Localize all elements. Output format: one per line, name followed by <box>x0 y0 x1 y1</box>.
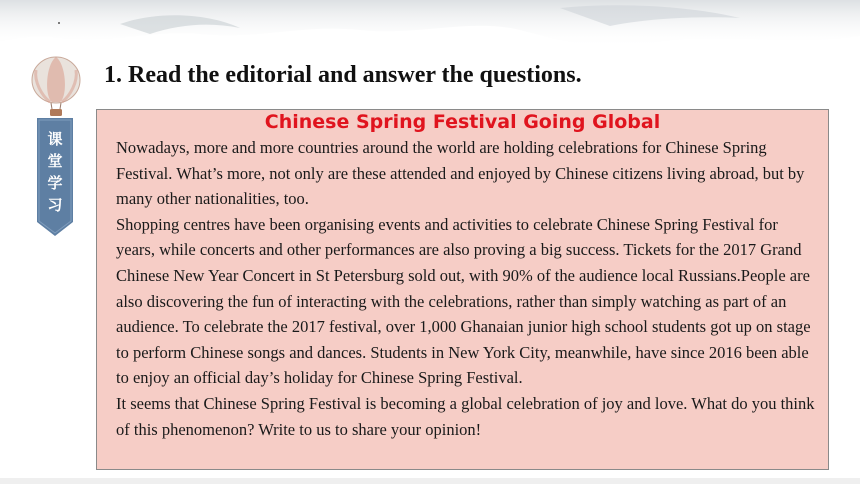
editorial-paragraph: Nowadays, more and more countries around the world are holding celebrations for Chinese Spring Festival. What’s more, not only are these attended and enjoyed by Chinese citizens living abroad, but by many other nationalities, too. <box>116 138 805 209</box>
section-label <box>37 128 73 216</box>
section-label-char: 课 <box>47 130 63 148</box>
editorial-body <box>116 135 818 442</box>
decorative-dot <box>58 22 60 24</box>
editorial-title: Chinese Spring Festival Going Global <box>264 111 661 133</box>
section-label-char: 学 <box>47 174 63 192</box>
hot-air-balloon-icon <box>28 56 84 118</box>
editorial-panel <box>96 109 829 470</box>
ink-wash-background <box>0 0 860 110</box>
page-title: 1. Read the editorial and answer the questions. <box>104 62 582 88</box>
bottom-bar <box>0 478 860 484</box>
editorial-paragraph: Shopping centres have been organising events and activities to celebrate Chinese Spring Festival for years, while concerts and other performances are also proving a big success. Tickets for the 2017 Grand Chinese New Year Concert in St Petersburg sold out, with 90% of the audience local Russians.People are also discovering the fun of interacting with the celebrations, rather than simply watching as part of an audience. To celebrate the 2017 festival, over 1,000 Ghanaian junior high school students got up on stage to perform Chinese songs and dances. Students in New York City, meanwhile, have since 2016 been able to enjoy an official day’s holiday for Chinese Spring Festival. <box>116 214 811 388</box>
section-label-char: 堂 <box>47 152 63 170</box>
editorial-paragraph: It seems that Chinese Spring Festival is becoming a global celebration of joy and love. What do you think of this phenomenon? Write to us to share your opinion! <box>116 393 815 439</box>
section-label-char: 习 <box>47 196 63 214</box>
